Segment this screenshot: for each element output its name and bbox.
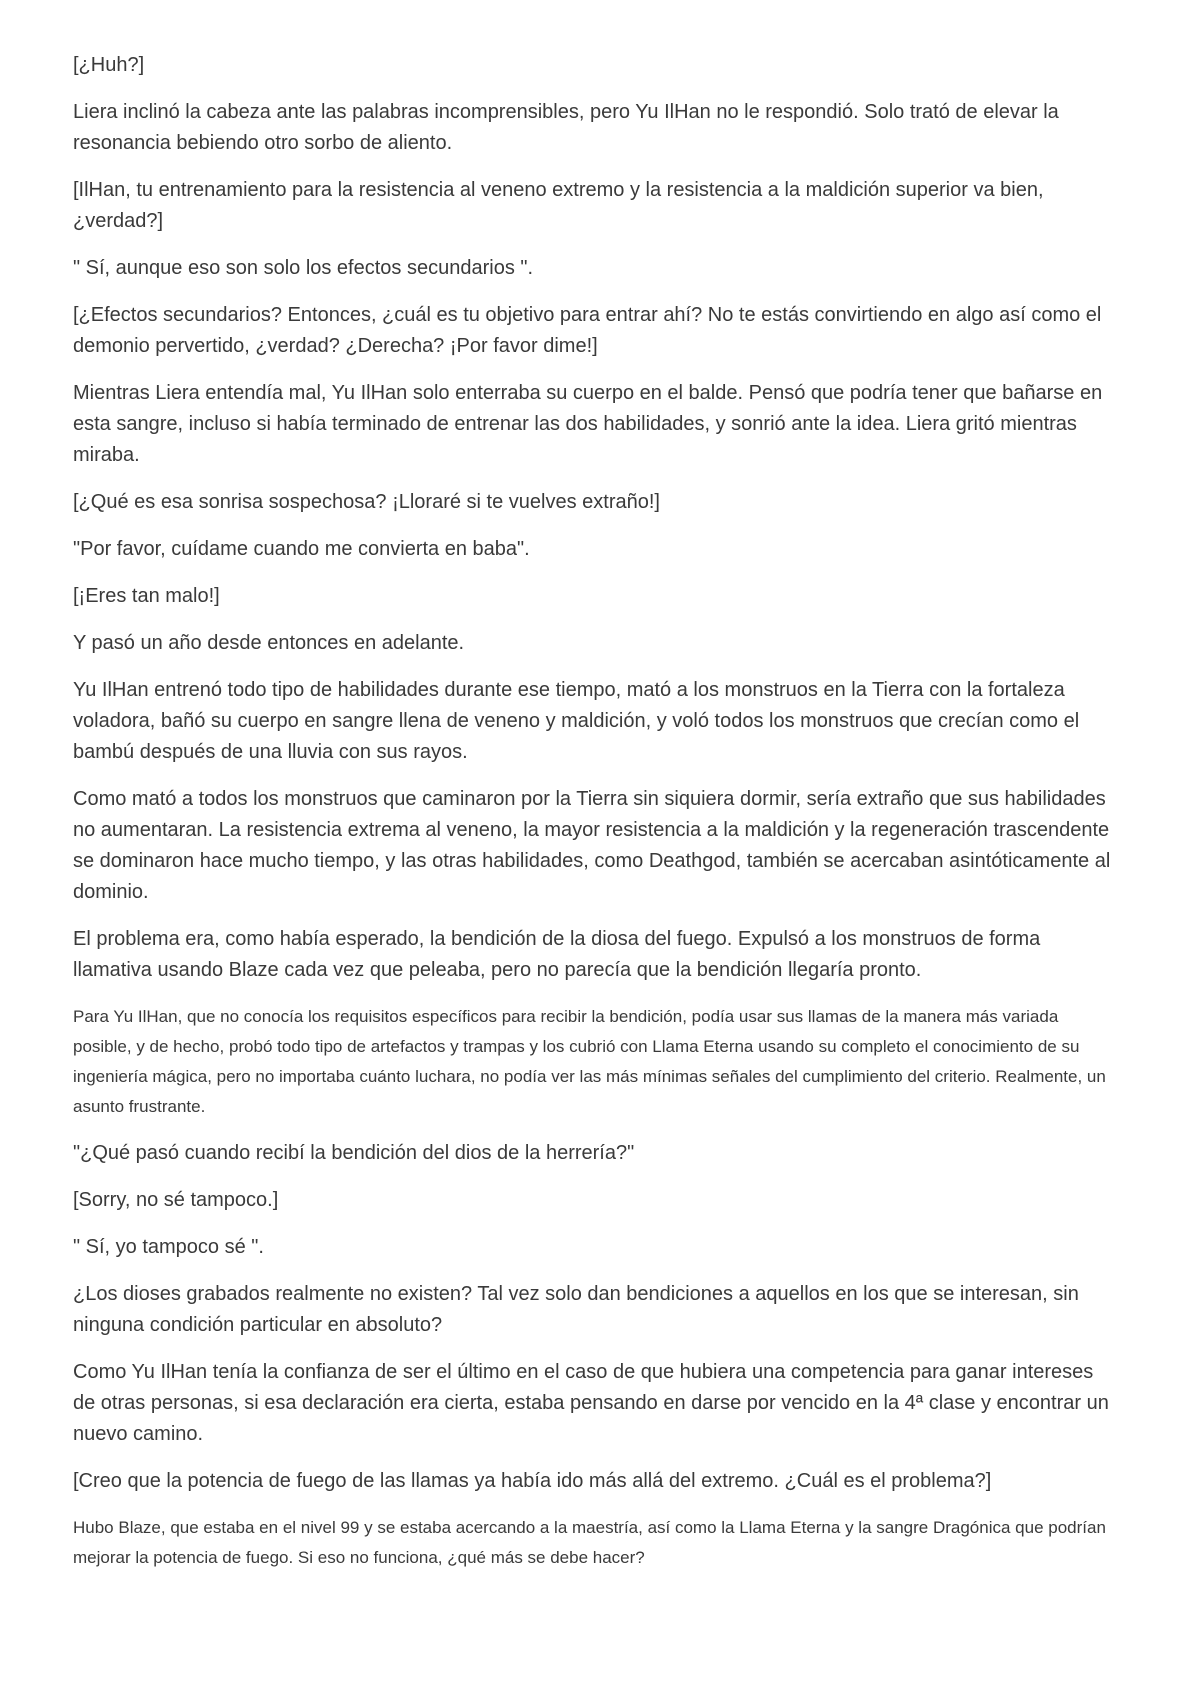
paragraph: Mientras Liera entendía mal, Yu IlHan solo enterraba su cuerpo en el balde. Pensó que podría tener que bañarse en esta sangre, incluso si había terminado de entrenar las dos habilidades, y sonrió ante la idea. Liera gritó mientras miraba. — [73, 382, 1103, 466]
paragraph: [¡Eres tan malo!] — [73, 585, 220, 607]
paragraph: ¿Los dioses grabados realmente no existen? Tal vez solo dan bendiciones a aquellos en los que se interesan, sin ninguna condición particular en absoluto? — [73, 1283, 1079, 1336]
paragraph: "¿Qué pasó cuando recibí la bendición del dios de la herrería?" — [73, 1142, 635, 1164]
document-page — [73, 50, 1113, 1589]
paragraph: Liera inclinó la cabeza ante las palabras incomprensibles, pero Yu IlHan no le respondió. Solo trató de elevar la resonancia bebiendo otro sorbo de aliento. — [73, 101, 1059, 154]
paragraph: [¿Qué es esa sonrisa sospechosa? ¡Lloraré si te vuelves extraño!] — [73, 491, 660, 513]
paragraph: El problema era, como había esperado, la bendición de la diosa del fuego. Expulsó a los monstruos de forma llamativa usando Blaze cada vez que peleaba, pero no parecía que la bendición llegaría pronto. — [73, 928, 1041, 981]
paragraph: Como Yu IlHan tenía la confianza de ser el último en el caso de que hubiera una competencia para ganar intereses de otras personas, si esa declaración era cierta, estaba pensando en darse por vencido en la 4ª clase y encontrar un nuevo camino. — [73, 1361, 1109, 1445]
paragraph: [¿Huh?] — [73, 54, 145, 76]
paragraph: [Creo que la potencia de fuego de las llamas ya había ido más allá del extremo. ¿Cuál es el problema?] — [73, 1470, 992, 1492]
paragraph: " Sí, yo tampoco sé ". — [73, 1236, 264, 1258]
paragraph: Hubo Blaze, que estaba en el nivel 99 y se estaba acercando a la maestría, así como la Llama Eterna y la sangre Dragónica que podrían mejorar la potencia de fuego. Si eso no funciona, ¿qué más se debe hacer? — [73, 1518, 1106, 1567]
paragraph: [IlHan, tu entrenamiento para la resistencia al veneno extremo y la resistencia a la maldición superior va bien, ¿verdad?] — [73, 179, 1044, 232]
paragraph: Yu IlHan entrenó todo tipo de habilidades durante ese tiempo, mató a los monstruos en la Tierra con la fortaleza voladora, bañó su cuerpo en sangre llena de veneno y maldición, y voló todos los monstruos que crecían como el bambú después de una lluvia con sus rayos. — [73, 679, 1080, 763]
paragraph: " Sí, aunque eso son solo los efectos secundarios ". — [73, 257, 534, 279]
paragraph: Y pasó un año desde entonces en adelante. — [73, 632, 465, 654]
paragraph: "Por favor, cuídame cuando me convierta en baba". — [73, 538, 530, 560]
paragraph: Para Yu IlHan, que no conocía los requisitos específicos para recibir la bendición, podía usar sus llamas de la manera más variada posible, y de hecho, probó todo tipo de artefactos y trampas y los cubrió con Llama Eterna usando su completo el conocimiento de su ingeniería mágica, pero no importaba cuánto luchara, no podía ver las más mínimas señales del cumplimiento del criterio. Realmente, un asunto frustrante. — [73, 1007, 1106, 1116]
paragraph: [Sorry, no sé tampoco.] — [73, 1189, 279, 1211]
paragraph: Como mató a todos los monstruos que caminaron por la Tierra sin siquiera dormir, sería extraño que sus habilidades no aumentaran. La resistencia extrema al veneno, la mayor resistencia a la maldición y la regeneración trascendente se dominaron hace mucho tiempo, y las otras habilidades, como Deathgod, también se acercaban asintóticamente al dominio. — [73, 788, 1111, 903]
paragraph: [¿Efectos secundarios? Entonces, ¿cuál es tu objetivo para entrar ahí? No te estás convirtiendo en algo así como el demonio pervertido, ¿verdad? ¿Derecha? ¡Por favor dime!] — [73, 304, 1102, 357]
